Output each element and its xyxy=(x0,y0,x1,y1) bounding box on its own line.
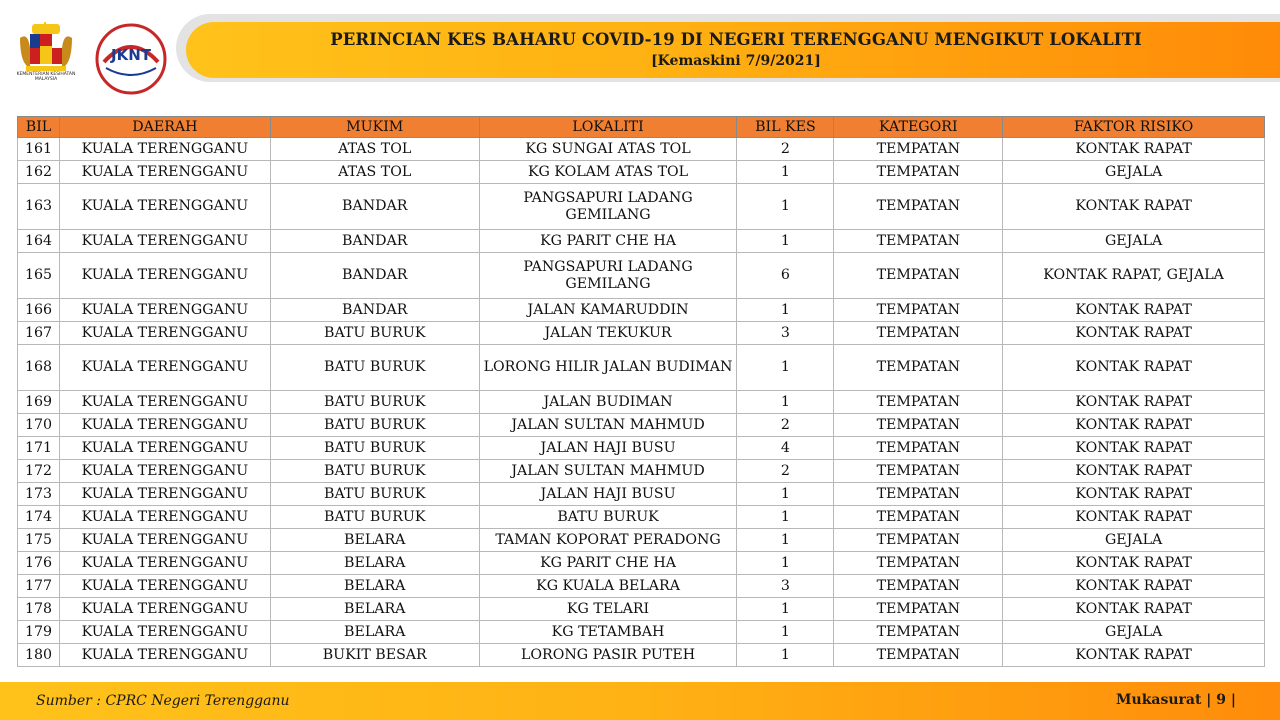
cell-faktor-risiko: GEJALA xyxy=(1003,621,1265,644)
table-header-row xyxy=(18,117,1265,138)
cell-mukim: ATAS TOL xyxy=(270,138,479,161)
cell-faktor-risiko: KONTAK RAPAT xyxy=(1003,552,1265,575)
cell-daerah: KUALA TERENGGANU xyxy=(59,644,270,667)
cell-bil: 175 xyxy=(18,529,60,552)
cell-faktor-risiko: KONTAK RAPAT xyxy=(1003,437,1265,460)
kkm-logo-text: KEMENTERIAN KESIHATAN MALAYSIA xyxy=(16,72,76,82)
cell-kategori: TEMPATAN xyxy=(834,598,1003,621)
cell-bil: 177 xyxy=(18,575,60,598)
table-row xyxy=(18,345,1265,391)
cell-mukim: BATU BURUK xyxy=(270,483,479,506)
cell-bil-kes: 1 xyxy=(737,345,834,391)
cell-daerah: KUALA TERENGGANU xyxy=(59,483,270,506)
table-row xyxy=(18,299,1265,322)
cell-lokaliti: TAMAN KOPORAT PERADONG xyxy=(479,529,737,552)
cell-mukim: BANDAR xyxy=(270,230,479,253)
table-row xyxy=(18,322,1265,345)
cell-faktor-risiko: KONTAK RAPAT xyxy=(1003,184,1265,230)
cell-bil-kes: 2 xyxy=(737,138,834,161)
cell-kategori: TEMPATAN xyxy=(834,644,1003,667)
cell-bil: 169 xyxy=(18,391,60,414)
table-row xyxy=(18,483,1265,506)
cell-mukim: BELARA xyxy=(270,575,479,598)
cell-bil: 176 xyxy=(18,552,60,575)
cell-mukim: BANDAR xyxy=(270,253,479,299)
cell-mukim: BANDAR xyxy=(270,299,479,322)
table-row xyxy=(18,460,1265,483)
cell-bil: 178 xyxy=(18,598,60,621)
cell-lokaliti: JALAN HAJI BUSU xyxy=(479,483,737,506)
table-row xyxy=(18,184,1265,230)
cell-bil: 165 xyxy=(18,253,60,299)
cell-daerah: KUALA TERENGGANU xyxy=(59,529,270,552)
cell-daerah: KUALA TERENGGANU xyxy=(59,161,270,184)
cell-faktor-risiko: KONTAK RAPAT xyxy=(1003,644,1265,667)
cell-bil: 166 xyxy=(18,299,60,322)
cell-bil: 161 xyxy=(18,138,60,161)
cell-bil-kes: 1 xyxy=(737,391,834,414)
cell-kategori: TEMPATAN xyxy=(834,437,1003,460)
cell-bil-kes: 2 xyxy=(737,460,834,483)
cell-lokaliti: PANGSAPURI LADANG GEMILANG xyxy=(479,184,737,230)
cell-lokaliti: JALAN KAMARUDDIN xyxy=(479,299,737,322)
cell-bil: 164 xyxy=(18,230,60,253)
column-header-faktor-risiko: FAKTOR RISIKO xyxy=(1003,117,1265,138)
cell-daerah: KUALA TERENGGANU xyxy=(59,506,270,529)
cell-kategori: TEMPATAN xyxy=(834,253,1003,299)
cell-kategori: TEMPATAN xyxy=(834,345,1003,391)
cell-kategori: TEMPATAN xyxy=(834,506,1003,529)
cell-daerah: KUALA TERENGGANU xyxy=(59,437,270,460)
table-row xyxy=(18,529,1265,552)
cell-bil: 179 xyxy=(18,621,60,644)
table-body xyxy=(18,138,1265,667)
cell-lokaliti: JALAN HAJI BUSU xyxy=(479,437,737,460)
cell-lokaliti: KG PARIT CHE HA xyxy=(479,230,737,253)
cell-faktor-risiko: KONTAK RAPAT xyxy=(1003,345,1265,391)
cell-bil-kes: 6 xyxy=(737,253,834,299)
jknt-logo xyxy=(94,22,168,96)
cell-bil-kes: 2 xyxy=(737,414,834,437)
cell-mukim: BATU BURUK xyxy=(270,460,479,483)
cell-mukim: BATU BURUK xyxy=(270,506,479,529)
cell-daerah: KUALA TERENGGANU xyxy=(59,322,270,345)
cell-mukim: BUKIT BESAR xyxy=(270,644,479,667)
cell-lokaliti: JALAN BUDIMAN xyxy=(479,391,737,414)
cell-daerah: KUALA TERENGGANU xyxy=(59,575,270,598)
table-row xyxy=(18,230,1265,253)
cell-faktor-risiko: KONTAK RAPAT, GEJALA xyxy=(1003,253,1265,299)
table-row xyxy=(18,644,1265,667)
cell-daerah: KUALA TERENGGANU xyxy=(59,138,270,161)
cell-lokaliti: BATU BURUK xyxy=(479,506,737,529)
cell-faktor-risiko: GEJALA xyxy=(1003,161,1265,184)
cell-lokaliti: JALAN SULTAN MAHMUD xyxy=(479,414,737,437)
cell-bil-kes: 1 xyxy=(737,598,834,621)
cell-daerah: KUALA TERENGGANU xyxy=(59,598,270,621)
cell-daerah: KUALA TERENGGANU xyxy=(59,230,270,253)
logo-group xyxy=(10,18,170,90)
cell-lokaliti: KG KUALA BELARA xyxy=(479,575,737,598)
cell-mukim: BATU BURUK xyxy=(270,345,479,391)
cell-bil: 167 xyxy=(18,322,60,345)
cell-kategori: TEMPATAN xyxy=(834,529,1003,552)
cell-kategori: TEMPATAN xyxy=(834,184,1003,230)
column-header-lokaliti: LOKALITI xyxy=(479,117,737,138)
cell-lokaliti: LORONG HILIR JALAN BUDIMAN xyxy=(479,345,737,391)
cell-kategori: TEMPATAN xyxy=(834,414,1003,437)
cell-bil-kes: 1 xyxy=(737,621,834,644)
cell-kategori: TEMPATAN xyxy=(834,483,1003,506)
cell-faktor-risiko: KONTAK RAPAT xyxy=(1003,483,1265,506)
cell-bil-kes: 1 xyxy=(737,644,834,667)
cell-faktor-risiko: KONTAK RAPAT xyxy=(1003,138,1265,161)
cell-kategori: TEMPATAN xyxy=(834,138,1003,161)
cell-bil: 172 xyxy=(18,460,60,483)
cell-mukim: BELARA xyxy=(270,598,479,621)
table-row xyxy=(18,253,1265,299)
table-row xyxy=(18,414,1265,437)
cell-bil: 174 xyxy=(18,506,60,529)
cell-mukim: BELARA xyxy=(270,621,479,644)
cell-bil: 171 xyxy=(18,437,60,460)
cell-bil-kes: 1 xyxy=(737,506,834,529)
cell-daerah: KUALA TERENGGANU xyxy=(59,253,270,299)
cell-bil: 163 xyxy=(18,184,60,230)
cell-bil-kes: 1 xyxy=(737,230,834,253)
cell-lokaliti: LORONG PASIR PUTEH xyxy=(479,644,737,667)
column-header-bil: BIL xyxy=(18,117,60,138)
cell-lokaliti: KG TETAMBAH xyxy=(479,621,737,644)
cell-bil-kes: 1 xyxy=(737,483,834,506)
cell-bil: 162 xyxy=(18,161,60,184)
cell-mukim: BELARA xyxy=(270,529,479,552)
table-row xyxy=(18,552,1265,575)
cell-lokaliti: KG KOLAM ATAS TOL xyxy=(479,161,737,184)
cell-kategori: TEMPATAN xyxy=(834,161,1003,184)
column-header-mukim: MUKIM xyxy=(270,117,479,138)
cell-daerah: KUALA TERENGGANU xyxy=(59,184,270,230)
cell-kategori: TEMPATAN xyxy=(834,230,1003,253)
table-row xyxy=(18,621,1265,644)
cell-bil-kes: 1 xyxy=(737,552,834,575)
cell-faktor-risiko: KONTAK RAPAT xyxy=(1003,299,1265,322)
cell-faktor-risiko: GEJALA xyxy=(1003,529,1265,552)
column-header-daerah: DAERAH xyxy=(59,117,270,138)
cases-table xyxy=(17,116,1265,667)
table-row xyxy=(18,506,1265,529)
cell-bil-kes: 1 xyxy=(737,299,834,322)
cell-daerah: KUALA TERENGGANU xyxy=(59,460,270,483)
page-subtitle: [Kemaskini 7/9/2021] xyxy=(651,53,821,69)
cell-bil: 173 xyxy=(18,483,60,506)
cell-lokaliti: JALAN SULTAN MAHMUD xyxy=(479,460,737,483)
cell-bil-kes: 1 xyxy=(737,529,834,552)
table-row xyxy=(18,575,1265,598)
cell-faktor-risiko: KONTAK RAPAT xyxy=(1003,460,1265,483)
cell-faktor-risiko: KONTAK RAPAT xyxy=(1003,598,1265,621)
cell-faktor-risiko: KONTAK RAPAT xyxy=(1003,506,1265,529)
cell-lokaliti: KG TELARI xyxy=(479,598,737,621)
cell-faktor-risiko: GEJALA xyxy=(1003,230,1265,253)
page-title: PERINCIAN KES BAHARU COVID-19 DI NEGERI TERENGGANU MENGIKUT LOKALITI xyxy=(330,30,1142,49)
cell-kategori: TEMPATAN xyxy=(834,460,1003,483)
cell-lokaliti: KG PARIT CHE HA xyxy=(479,552,737,575)
cell-mukim: BATU BURUK xyxy=(270,391,479,414)
cell-daerah: KUALA TERENGGANU xyxy=(59,345,270,391)
table-row xyxy=(18,161,1265,184)
cell-daerah: KUALA TERENGGANU xyxy=(59,414,270,437)
cell-bil-kes: 3 xyxy=(737,322,834,345)
cell-bil: 170 xyxy=(18,414,60,437)
cell-kategori: TEMPATAN xyxy=(834,299,1003,322)
cell-daerah: KUALA TERENGGANU xyxy=(59,391,270,414)
cell-bil-kes: 3 xyxy=(737,575,834,598)
cell-kategori: TEMPATAN xyxy=(834,575,1003,598)
cell-kategori: TEMPATAN xyxy=(834,552,1003,575)
table-row xyxy=(18,391,1265,414)
cell-kategori: TEMPATAN xyxy=(834,621,1003,644)
cell-lokaliti: JALAN TEKUKUR xyxy=(479,322,737,345)
cell-faktor-risiko: KONTAK RAPAT xyxy=(1003,414,1265,437)
cell-kategori: TEMPATAN xyxy=(834,322,1003,345)
cell-mukim: BANDAR xyxy=(270,184,479,230)
cell-bil: 180 xyxy=(18,644,60,667)
cell-daerah: KUALA TERENGGANU xyxy=(59,621,270,644)
cell-mukim: BATU BURUK xyxy=(270,414,479,437)
table-row xyxy=(18,598,1265,621)
cell-kategori: TEMPATAN xyxy=(834,391,1003,414)
column-header-kategori: KATEGORI xyxy=(834,117,1003,138)
cell-daerah: KUALA TERENGGANU xyxy=(59,552,270,575)
cell-mukim: ATAS TOL xyxy=(270,161,479,184)
cell-bil-kes: 1 xyxy=(737,184,834,230)
cell-mukim: BATU BURUK xyxy=(270,322,479,345)
page-number: Mukasurat | 9 | xyxy=(1116,692,1236,708)
cell-bil: 168 xyxy=(18,345,60,391)
cell-faktor-risiko: KONTAK RAPAT xyxy=(1003,322,1265,345)
column-header-bil-kes: BIL KES xyxy=(737,117,834,138)
cell-bil-kes: 4 xyxy=(737,437,834,460)
cell-bil-kes: 1 xyxy=(737,161,834,184)
cell-lokaliti: PANGSAPURI LADANG GEMILANG xyxy=(479,253,737,299)
jknt-logo-text: JKNT xyxy=(111,46,151,64)
source-note: Sumber : CPRC Negeri Terengganu xyxy=(36,693,290,709)
cell-mukim: BATU BURUK xyxy=(270,437,479,460)
table-row xyxy=(18,437,1265,460)
cell-lokaliti: KG SUNGAI ATAS TOL xyxy=(479,138,737,161)
cell-faktor-risiko: KONTAK RAPAT xyxy=(1003,391,1265,414)
table-row xyxy=(18,138,1265,161)
cell-mukim: BELARA xyxy=(270,552,479,575)
cell-faktor-risiko: KONTAK RAPAT xyxy=(1003,575,1265,598)
cell-daerah: KUALA TERENGGANU xyxy=(59,299,270,322)
